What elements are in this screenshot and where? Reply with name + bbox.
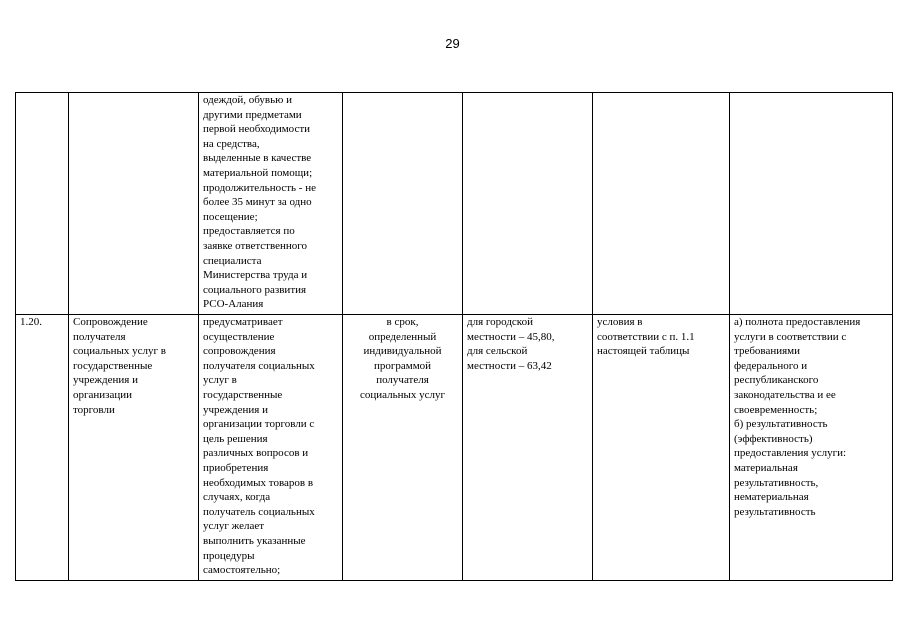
- cell-text-line: федерального и: [734, 359, 808, 372]
- cell-text-line: РСО-Алания: [203, 298, 264, 311]
- cell-quality-indicators: [730, 93, 893, 315]
- cell-text-line: условия в: [597, 316, 643, 328]
- cell-text-line: необходимых товаров в: [203, 476, 314, 489]
- table-row: [16, 315, 893, 581]
- cell-service-description: [199, 93, 343, 315]
- cell-text-line: услуг в: [203, 374, 237, 387]
- cell-text-line: приобретения: [203, 461, 269, 474]
- cell-text-line: одеждой, обувью и: [203, 94, 292, 106]
- cell-text-line: Министерства труда и: [203, 269, 308, 282]
- cell-text-line: получателя социальных: [203, 359, 315, 372]
- cell-text-line: первой необходимости: [203, 123, 311, 136]
- cell-text-line: местности – 45,80,: [467, 330, 555, 343]
- cell-service-description: [199, 315, 343, 581]
- cell-text-line: своевременность;: [734, 403, 818, 416]
- cell-text-line: организации торговли с: [203, 418, 315, 431]
- cell-quality-indicators: [730, 315, 893, 581]
- cell-text-line: программой: [373, 359, 432, 372]
- cell-text-line: нематериальная: [734, 491, 809, 504]
- cell-text-line: материальной помощи;: [203, 166, 313, 179]
- cell-text-line: осуществление: [203, 330, 275, 343]
- cell-text-line: специалиста: [203, 254, 262, 267]
- cell-text-line: Сопровождение: [73, 316, 148, 328]
- cell-text-line: более 35 минут за одно: [203, 196, 312, 209]
- cell-text-line: случаях, когда: [203, 491, 271, 504]
- cell-text-line: учреждения и: [203, 403, 268, 416]
- cell-service-conditions: [593, 315, 730, 581]
- cell-text-line: выделенные в качестве: [203, 152, 312, 165]
- cell-text-line: (эффективность): [734, 432, 813, 445]
- cell-text-line: б) результативность: [734, 418, 828, 431]
- cell-text-line: а) полнота предоставления: [734, 316, 861, 328]
- cell-service-name: [69, 315, 199, 581]
- cell-service-name: [69, 93, 199, 315]
- cell-text-line: другими предметами: [203, 108, 302, 121]
- cell-text-line: законодательства и ее: [734, 388, 836, 401]
- cell-service-term: [343, 93, 463, 315]
- cell-text-line: настоящей таблицы: [597, 345, 690, 358]
- cell-text-line: индивидуальной: [363, 345, 442, 358]
- cell-text-line: предоставления услуги:: [734, 447, 847, 460]
- cell-text-line: цель решения: [203, 432, 268, 445]
- cell-text-line: социального развития: [203, 283, 307, 296]
- cell-text-line: социальных услуг в: [73, 345, 166, 358]
- cell-text-line: торговли: [73, 403, 115, 416]
- cell-text-line: организации: [73, 388, 133, 401]
- cell-text-line: выполнить указанные: [203, 534, 306, 547]
- cell-text-line: услуги в соответствии с: [734, 330, 847, 343]
- cell-text-line: определенный: [368, 330, 437, 343]
- cell-text-line: продолжительность - не: [203, 181, 316, 194]
- cell-text-line: социальных услуг: [359, 388, 446, 401]
- cell-text-line: результативность: [734, 505, 816, 518]
- cell-text-line: услуг желает: [203, 520, 265, 533]
- cell-text-line: республиканского: [734, 374, 819, 387]
- page-number: 29: [445, 36, 460, 51]
- cell-text-line: на средства,: [203, 137, 260, 150]
- cell-service-tariff: [463, 315, 593, 581]
- cell-text-line: получатель социальных: [203, 505, 315, 518]
- cell-text-line: учреждения и: [73, 374, 138, 387]
- cell-text-line: результативность,: [734, 476, 819, 489]
- cell-text-line: процедуры: [203, 549, 255, 562]
- cell-service-tariff: [463, 93, 593, 315]
- cell-text-line: получателя: [73, 330, 126, 343]
- cell-text-line: государственные: [73, 359, 153, 372]
- cell-text-line: для сельской: [467, 345, 528, 358]
- cell-text-line: предоставляется по: [203, 225, 295, 238]
- cell-number: 1.20.: [16, 315, 69, 581]
- cell-service-conditions: [593, 93, 730, 315]
- cell-text-line: получателя: [376, 374, 429, 387]
- cell-text-line: материальная: [734, 461, 798, 474]
- table-row: [16, 93, 893, 315]
- cell-text-line: требованиями: [734, 345, 801, 358]
- services-table: [15, 92, 893, 581]
- cell-number: [16, 93, 69, 315]
- cell-text-line: самостоятельно;: [203, 564, 281, 577]
- cell-text-line: местности – 63,42: [467, 359, 552, 372]
- cell-text-line: в срок,: [386, 316, 419, 328]
- cell-text-line: различных вопросов и: [203, 447, 309, 460]
- cell-text-line: для городской: [467, 316, 533, 328]
- cell-text-line: предусматривает: [203, 316, 283, 328]
- cell-text-line: сопровождения: [203, 345, 276, 358]
- cell-text-line: посещение;: [203, 210, 258, 223]
- cell-text-line: соответствии с п. 1.1: [597, 330, 695, 343]
- cell-text-line: заявке ответственного: [203, 239, 308, 252]
- cell-text-line: государственные: [203, 388, 283, 401]
- cell-service-term: [343, 315, 463, 581]
